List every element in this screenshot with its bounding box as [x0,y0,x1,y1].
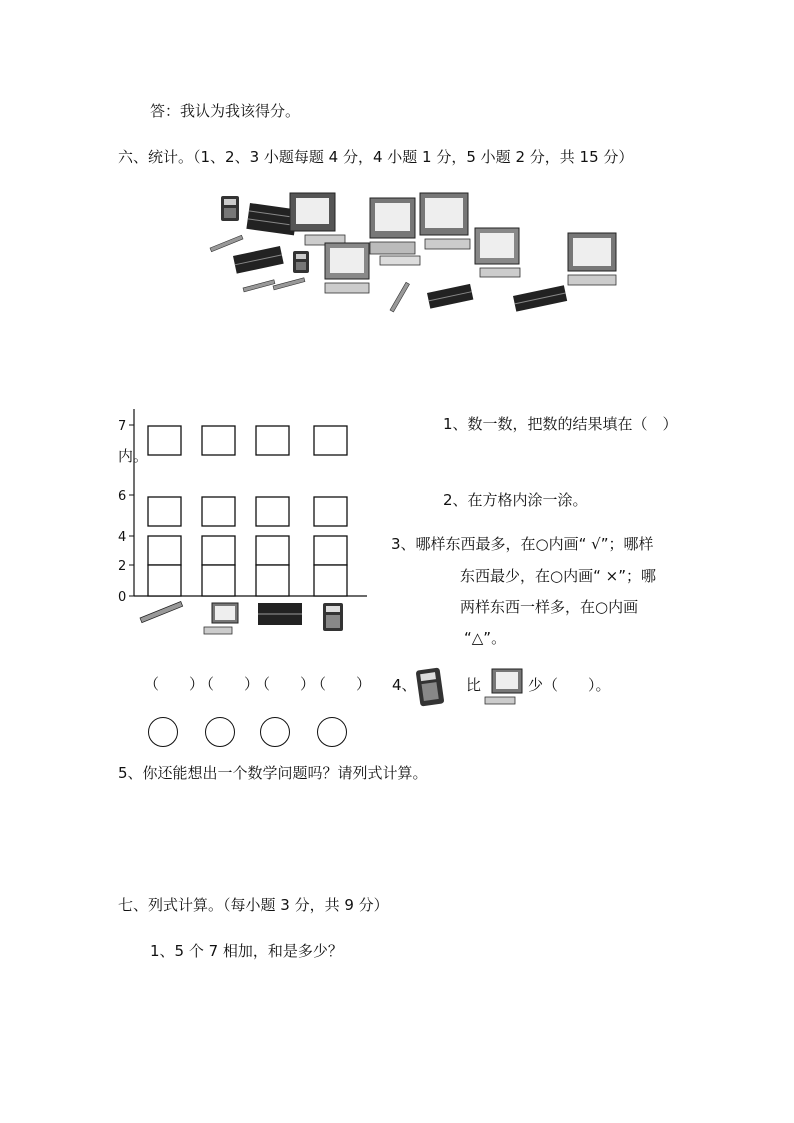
pencil-icon [390,282,409,312]
grid-cell-computer [202,426,235,455]
computer-icon [290,193,345,245]
abacus-icon [513,285,567,311]
section7-heading: 七、列式计算。（每小题 3 分，共 9 分） [118,896,389,914]
grid-cell-pencil [148,536,181,565]
answer-blank-calculator[interactable]: （ ） [311,675,372,693]
grid-cell-abacus [256,497,289,526]
question-2: 2、在方格内涂一涂。 [443,491,588,509]
question-4-suffix: 少（ ）。 [528,676,611,694]
overflow-text: 内。 [118,447,149,465]
answer-circle-abacus[interactable] [260,717,290,747]
grid-cell-computer [202,536,235,565]
section7-question-1: 1、5 个 7 相加，和是多少？ [150,942,343,960]
question-3-line3: 两样东西一样多，在○内画 [460,598,639,616]
section6-heading: 六、统计。（1、2、3 小题每题 4 分，4 小题 1 分，5 小题 2 分，共 15 分） [118,148,634,166]
answer-blank-pencil[interactable]: （ ） [144,675,205,693]
grid-cell-pencil [148,426,181,455]
y-tick-label: 0 [118,590,127,605]
question-5: 5、你还能想出一个数学问题吗？请列式计算。 [118,764,428,782]
pencil-icon [140,602,183,623]
question-1: 1、数一数，把数的结果填在（ ） [443,415,678,433]
grid-cell-abacus [256,536,289,565]
computer-icon [482,668,528,708]
grid-cell-computer [202,565,235,596]
y-tick-label: 7 [118,419,127,434]
pencil-icon [210,235,243,251]
computer-icon [568,233,616,285]
answer-blank-computer[interactable]: （ ） [199,675,260,693]
y-tick-label: 2 [118,559,127,574]
y-tick-label: 6 [118,489,127,504]
grid-cell-pencil [148,497,181,526]
grid-cell-abacus [256,565,289,596]
answer-circle-calculator[interactable] [317,717,347,747]
grid-cell-calculator [314,536,347,565]
computer-icon [475,228,520,277]
calculator-icon [221,196,239,221]
question-3-line2: 东西最少，在○内画“ ×”；哪 [460,567,656,585]
statistics-chart [112,405,382,645]
abacus-icon [233,246,284,274]
calculator-icon [323,603,343,631]
question-3-line4: “△”。 [464,629,507,647]
computer-icon [420,193,470,249]
calculator-icon [416,668,446,708]
grid-cell-computer [202,497,235,526]
items-illustration [205,188,635,328]
pencil-icon [273,278,305,290]
calculator-icon [293,251,309,273]
grid-cell-abacus [256,426,289,455]
grid-cell-calculator [314,497,347,526]
question-4-compare: 比 [466,676,482,694]
question-4-prefix: 4、 [392,676,417,694]
pencil-icon [243,280,275,292]
answer-line: 答：我认为我该得分。 [150,102,301,120]
computer-icon [325,243,369,293]
abacus-icon [427,284,473,309]
grid-cell-pencil [148,565,181,596]
abacus-icon [258,603,302,625]
y-tick-label: 4 [118,530,127,545]
answer-circle-computer[interactable] [205,717,235,747]
computer-icon [370,198,420,265]
grid-cell-calculator [314,426,347,455]
question-3-line1: 3、哪样东西最多，在○内画“ √”；哪样 [391,535,654,553]
answer-circle-pencil[interactable] [148,717,178,747]
grid-cell-calculator [314,565,347,596]
answer-blank-abacus[interactable]: （ ） [255,675,316,693]
computer-icon [204,603,238,634]
